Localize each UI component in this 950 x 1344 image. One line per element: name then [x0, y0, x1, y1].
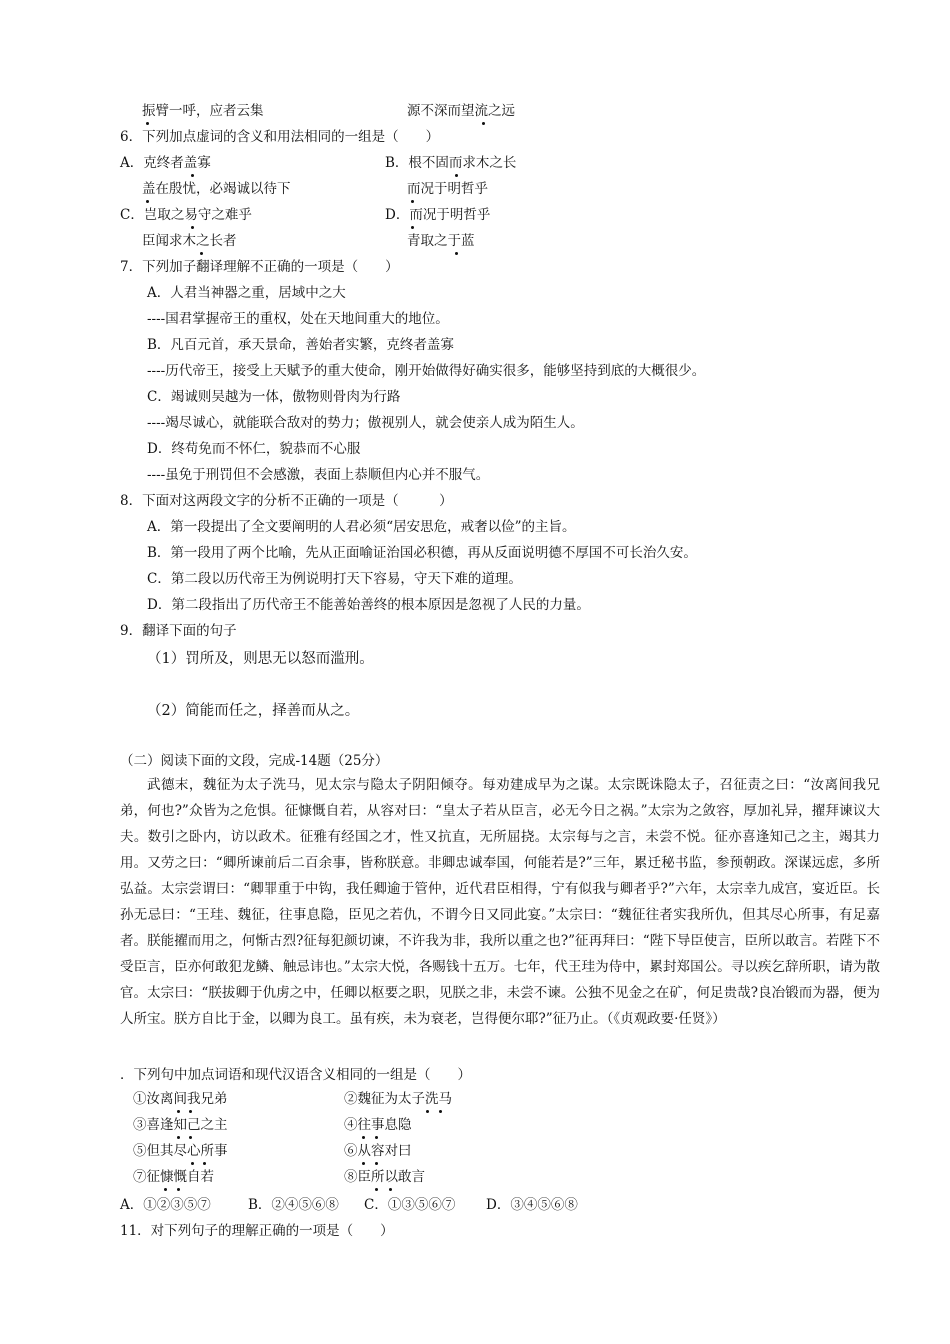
q8-option-a: A．第一段提出了全文要阐明的人君必须“居安思危，戒奢以俭”的主旨。 — [147, 519, 576, 535]
q10-answer-c: C．①③⑤⑥⑦ — [364, 1197, 456, 1213]
q10-item-3: ③喜逢知己之主 — [133, 1117, 228, 1133]
q7-option-c-translation: ----竭尽诚心，就能联合敌对的势力；傲视别人，就会使亲人成为陌生人。 — [147, 415, 584, 431]
q6-option-c: C．岂取之易守之难乎 — [120, 207, 252, 223]
q6-option-b-line2: 而况于明哲乎 — [407, 181, 488, 197]
emphasis-dot — [362, 1162, 365, 1165]
q7-option-a: A．人君当神器之重，居域中之大 — [147, 285, 346, 301]
emphasis-dot — [389, 1188, 392, 1191]
q7-option-d: D．终苟免而不怀仁，貌恭而不心服 — [147, 441, 361, 457]
q8-option-b: B．第一段用了两个比喻，先从正面喻证治国必积德，再从反面说明德不厚国不可长治久安。 — [147, 545, 697, 561]
emphasis-dot — [177, 1110, 180, 1113]
emphasis-dot — [375, 1162, 378, 1165]
emphasis-dot — [482, 122, 485, 125]
emphasis-dot — [455, 252, 458, 255]
emphasis-dot — [362, 1136, 365, 1139]
emphasis-dot — [164, 1188, 167, 1191]
q10-answer-b: B．②④⑤⑥⑧ — [248, 1197, 339, 1213]
q7-option-a-translation: ----国君掌握帝王的重权，处在天地间重大的地位。 — [147, 311, 449, 327]
q6-option-c-line2: 臣闻求木之长者 — [142, 233, 237, 249]
text-line: 振臂一呼，应者云集 — [142, 103, 264, 119]
q8-option-c: C．第二段以历代帝王为例说明打天下容易，守天下难的道理。 — [147, 571, 522, 587]
q7-option-d-translation: ----虽免于刑罚但不会感激，表面上恭顺但内心并不服气。 — [147, 467, 490, 483]
q7-option-c: C．竭诚则吴越为一体，傲物则骨肉为行路 — [147, 389, 401, 405]
reading-passage: 武德末，魏征为太子洗马，见太宗与隐太子阴阳倾夺。每劝建成早为之谋。太宗既诛隐太子，召征责之曰：“汝离间我兄弟，何也?”众皆为之危惧。征慷慨自若，从容对曰：“皇太子若从臣言，必无今日之祸。”太宗为之敛容，厚加礼异，擢拜谏议大夫。数引之卧内，访以政术。征雅有经国之才，性又抗直，无所屈挠。太宗每与之言，未尝不悦。征亦喜逢知己之主，竭其力用。又劳之曰：“卿所谏前后二百余事，皆称朕意。非卿忠诚奉国，何能若是?”三年，累迁秘书监，参预朝政。深谋远虑，多所弘益。太宗尝谓曰：“卿罪重于中钩，我任卿逾于管仲，近代君臣相得，宁有似我与卿者乎?”六年，太宗幸九成宫，宴近臣。长孙无忌曰：“王珪、魏征，往事息隐，臣见之若仇，不谓今日又同此宴。”太宗曰：“魏征往者实我所仇，但其尽心所事，有足嘉者。朕能擢而用之，何惭古烈?征每犯颜切谏，不许我为非，我所以重之也?”征再拜曰：“陛下导臣使言，臣所以敢言。若陛下不受臣言，臣亦何敢犯龙鳞、触忌讳也。”太宗大悦，各赐钱十五万。七年，代王珪为侍中，累封郑国公。寻以疾乞辞所职，请为散官。太宗曰：“朕拔卿于仇虏之中，任卿以枢要之职，见朕之非，未尝不谏。公独不见金之在矿，何足贵哉?良冶锻而为器，便为人所宝。朕方自比于金，以卿为良工。虽有疾，未为衰老，岂得便尔耶?”征乃止。（《贞观政要·任贤》） — [120, 777, 880, 1027]
emphasis-dot — [375, 1136, 378, 1139]
emphasis-dot — [191, 174, 194, 177]
emphasis-dot — [191, 226, 194, 229]
emphasis-dot — [455, 174, 458, 177]
emphasis-dot — [189, 1110, 192, 1113]
q6-option-a: A．克终者盖寡 — [120, 155, 211, 171]
emphasis-dot — [375, 1188, 378, 1191]
q10-item-6: ⑥从容对曰 — [344, 1143, 412, 1159]
question-7: 7．下列加子翻译理解不正确的一项是（ ） — [120, 259, 399, 275]
q10-item-2: ②魏征为太子洗马 — [344, 1091, 452, 1107]
question-9: 9．翻译下面的句子 — [120, 623, 237, 639]
emphasis-dot — [203, 1162, 206, 1165]
q9-sentence-1: （1）罚所及，则思无以怒而滥刑。 — [147, 651, 374, 667]
emphasis-dot — [439, 1110, 442, 1113]
emphasis-dot — [146, 200, 149, 203]
section-heading: （二）阅读下面的文段，完成-14题（25分） — [120, 753, 389, 769]
q7-option-b-translation: ----历代帝王，接受上天赋予的重大使命，刚开始做得好确实很多，能够坚持到底的大概很少。 — [147, 363, 706, 379]
emphasis-dot — [189, 1136, 192, 1139]
q7-option-b: B．凡百元首，承天景命，善始者实繁，克终者盖寡 — [147, 337, 454, 353]
emphasis-dot — [411, 226, 414, 229]
q6-option-d: D．而况于明哲乎 — [385, 207, 491, 223]
emphasis-dot — [146, 122, 149, 125]
q10-item-5: ⑤但其尽心所事 — [133, 1143, 228, 1159]
q6-option-a-line2: 盖在殷忧，必竭诚以待下 — [142, 181, 291, 197]
emphasis-dot — [177, 1188, 180, 1191]
question-11: 11．对下列句子的理解正确的一项是（ ） — [120, 1223, 394, 1239]
q10-item-1: ①汝离间我兄弟 — [133, 1091, 228, 1107]
q8-option-d: D．第二段指出了历代帝王不能善始善终的根本原因是忽视了人民的力量。 — [147, 597, 590, 613]
q6-option-d-line2: 青取之于蓝 — [407, 233, 475, 249]
question-6: 6．下列加点虚词的含义和用法相同的一组是（ ） — [120, 129, 440, 145]
text-line: 源不深而望流之远 — [407, 103, 515, 119]
q9-sentence-2: （2）简能而任之，择善而从之。 — [147, 703, 360, 719]
emphasis-dot — [426, 1110, 429, 1113]
q6-option-b: B．根不固而求木之长 — [385, 155, 517, 171]
q10-item-8: ⑧臣所以敢言 — [344, 1169, 425, 1185]
emphasis-dot — [191, 1162, 194, 1165]
question-10: ．下列句中加点词语和现代汉语含义相同的一组是（ ） — [120, 1067, 471, 1083]
question-8: 8．下面对这两段文字的分析不正确的一项是（ ） — [120, 493, 453, 509]
q10-item-7: ⑦征慷慨自若 — [133, 1169, 214, 1185]
emphasis-dot — [411, 200, 414, 203]
emphasis-dot — [200, 252, 203, 255]
q10-answer-a: A．①②③⑤⑦ — [120, 1197, 211, 1213]
q10-item-4: ④往事息隐 — [344, 1117, 412, 1133]
q10-answer-d: D．③④⑤⑥⑧ — [486, 1197, 578, 1213]
emphasis-dot — [177, 1136, 180, 1139]
